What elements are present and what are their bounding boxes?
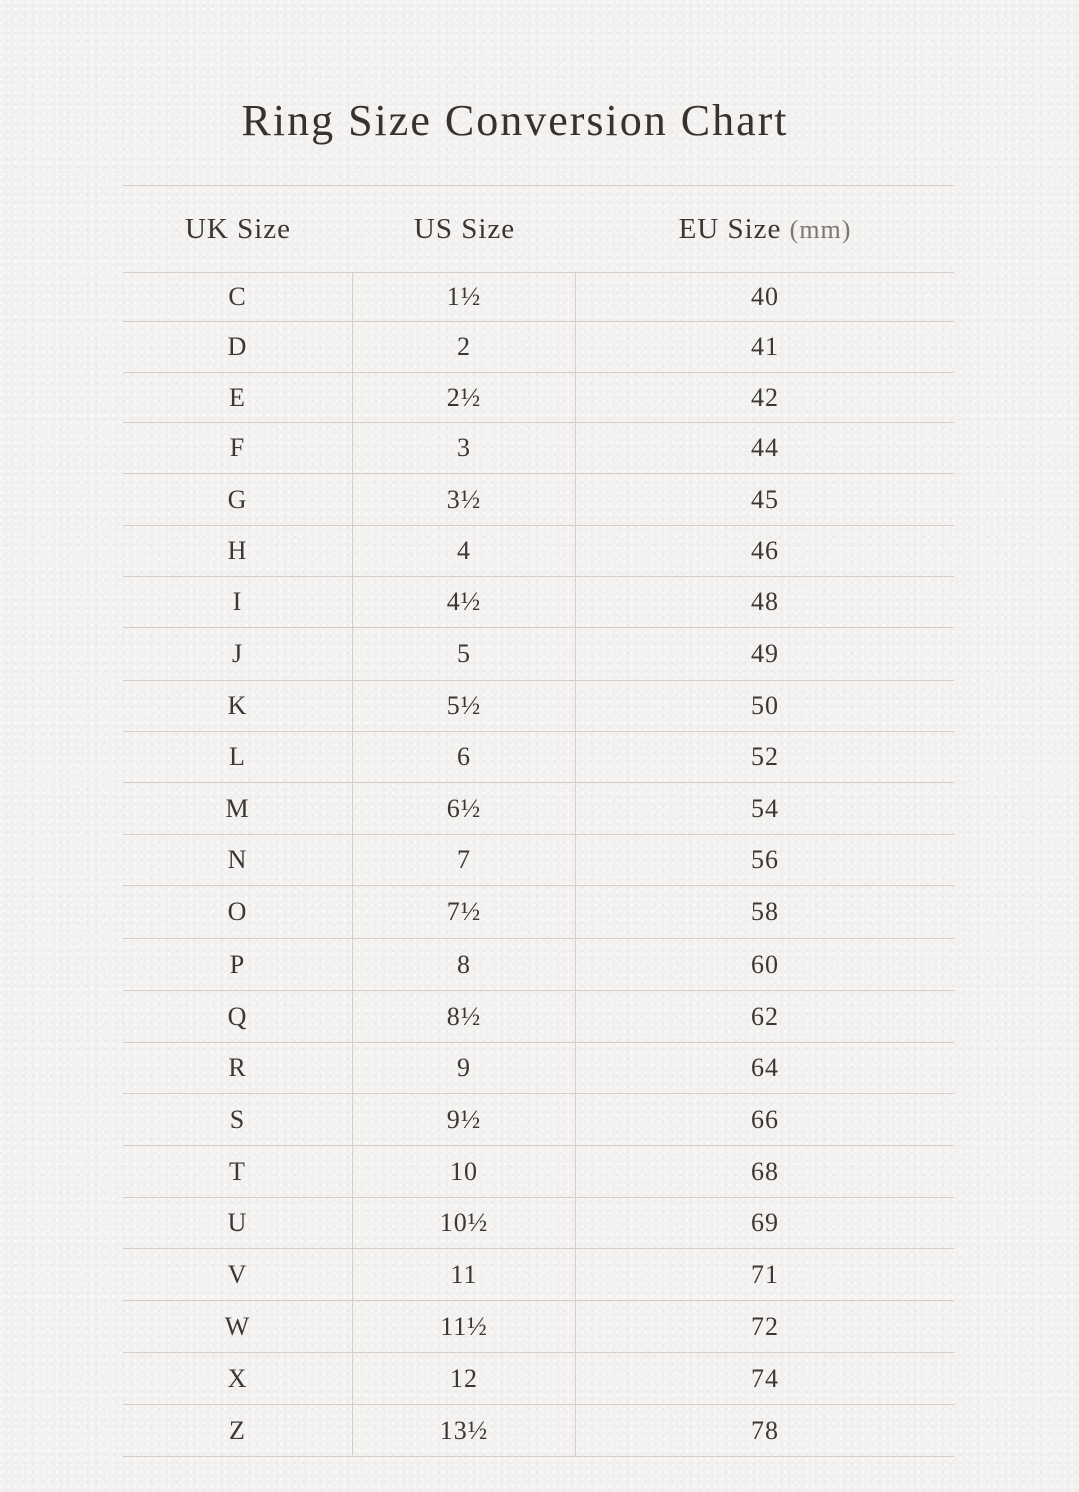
cell-eu-size: 49	[751, 639, 779, 668]
cell-uk-size: J	[123, 628, 353, 680]
cell-eu-size: 56	[751, 845, 779, 874]
size-table	[123, 185, 954, 1457]
table-row	[123, 1405, 954, 1457]
page-title: Ring Size Conversion Chart	[241, 96, 789, 145]
header-eu-size	[576, 213, 954, 246]
table-row	[123, 732, 954, 783]
cell-eu-size: 41	[751, 332, 779, 361]
cell-us-size: 8½	[353, 991, 576, 1042]
table-row	[123, 373, 954, 423]
table-row	[123, 835, 954, 886]
table-row	[123, 322, 954, 373]
cell-uk-size: X	[123, 1353, 353, 1404]
cell-uk-size: S	[123, 1094, 353, 1145]
table-row	[123, 628, 954, 681]
cell-uk-size: G	[123, 474, 353, 525]
cell-uk-size: Z	[123, 1405, 353, 1456]
cell-us-size: 11	[353, 1249, 576, 1300]
cell-eu-size: 74	[751, 1363, 779, 1393]
cell-us-size: 12	[353, 1353, 576, 1404]
table-body	[123, 273, 954, 1457]
table-row	[123, 526, 954, 577]
table-row	[123, 1301, 954, 1353]
cell-us-size: 8	[353, 939, 576, 990]
table-row	[123, 991, 954, 1043]
table-row	[123, 681, 954, 732]
cell-uk-size: F	[123, 423, 353, 473]
table-row	[123, 1353, 954, 1405]
cell-uk-size: W	[123, 1301, 353, 1352]
cell-uk-size: T	[123, 1146, 353, 1197]
cell-us-size: 2	[353, 322, 576, 372]
cell-uk-size: P	[123, 939, 353, 990]
cell-us-size: 1½	[353, 273, 576, 321]
cell-eu-size: 71	[751, 1259, 779, 1289]
cell-eu-size: 69	[751, 1208, 779, 1237]
table-row	[123, 886, 954, 939]
cell-uk-size: E	[123, 373, 353, 422]
cell-eu-size: 58	[751, 897, 779, 926]
cell-eu-size: 40	[751, 282, 779, 311]
header-us-size: US Size	[413, 212, 516, 245]
cell-eu-size: 62	[751, 1001, 779, 1031]
cell-us-size: 3½	[353, 474, 576, 525]
table-row	[123, 273, 954, 322]
cell-eu-size: 45	[751, 484, 779, 514]
table-row	[123, 1043, 954, 1094]
cell-us-size: 7½	[353, 886, 576, 938]
cell-eu-size: 68	[751, 1156, 779, 1186]
table-row	[123, 1146, 954, 1198]
header-eu-unit: (mm)	[789, 214, 852, 244]
cell-uk-size: R	[123, 1043, 353, 1093]
cell-uk-size: N	[123, 835, 353, 885]
header-uk-size: UK Size	[184, 212, 292, 245]
cell-uk-size: Q	[123, 991, 353, 1042]
cell-us-size: 7	[353, 835, 576, 885]
cell-uk-size: C	[123, 273, 353, 321]
cell-uk-size: I	[123, 577, 353, 627]
header-eu-label: EU Size	[678, 212, 782, 245]
table-header	[123, 186, 954, 273]
cell-us-size: 2½	[353, 373, 576, 422]
cell-us-size: 9½	[353, 1094, 576, 1145]
table-row	[123, 1094, 954, 1146]
cell-us-size: 6½	[353, 783, 576, 834]
cell-uk-size: H	[123, 526, 353, 576]
cell-eu-size: 44	[751, 433, 779, 462]
cell-uk-size: U	[123, 1198, 353, 1248]
cell-us-size: 6	[353, 732, 576, 782]
cell-uk-size: O	[123, 886, 353, 938]
table-row	[123, 783, 954, 835]
table-row	[123, 423, 954, 474]
cell-us-size: 5½	[353, 681, 576, 731]
cell-uk-size: V	[123, 1249, 353, 1300]
cell-uk-size: M	[123, 783, 353, 834]
cell-uk-size: K	[123, 681, 353, 731]
cell-us-size: 10	[353, 1146, 576, 1197]
cell-eu-size: 60	[751, 949, 779, 979]
cell-uk-size: D	[123, 322, 353, 372]
cell-us-size: 3	[353, 423, 576, 473]
cell-uk-size: L	[123, 732, 353, 782]
cell-eu-size: 78	[751, 1415, 779, 1445]
table-row	[123, 939, 954, 991]
cell-eu-size: 54	[751, 793, 779, 823]
cell-eu-size: 48	[751, 587, 779, 616]
cell-us-size: 13½	[353, 1405, 576, 1456]
cell-us-size: 9	[353, 1043, 576, 1093]
cell-eu-size: 72	[751, 1311, 779, 1341]
cell-us-size: 11½	[353, 1301, 576, 1352]
cell-eu-size: 66	[751, 1104, 779, 1134]
table-row	[123, 577, 954, 628]
table-row	[123, 1249, 954, 1301]
cell-eu-size: 46	[751, 536, 779, 565]
cell-us-size: 10½	[353, 1198, 576, 1248]
cell-us-size: 4½	[353, 577, 576, 627]
cell-eu-size: 52	[751, 742, 779, 771]
cell-eu-size: 64	[751, 1053, 779, 1082]
cell-eu-size: 42	[751, 382, 779, 412]
cell-us-size: 4	[353, 526, 576, 576]
cell-us-size: 5	[353, 628, 576, 680]
cell-eu-size: 50	[751, 691, 779, 720]
table-row	[123, 474, 954, 526]
table-row	[123, 1198, 954, 1249]
